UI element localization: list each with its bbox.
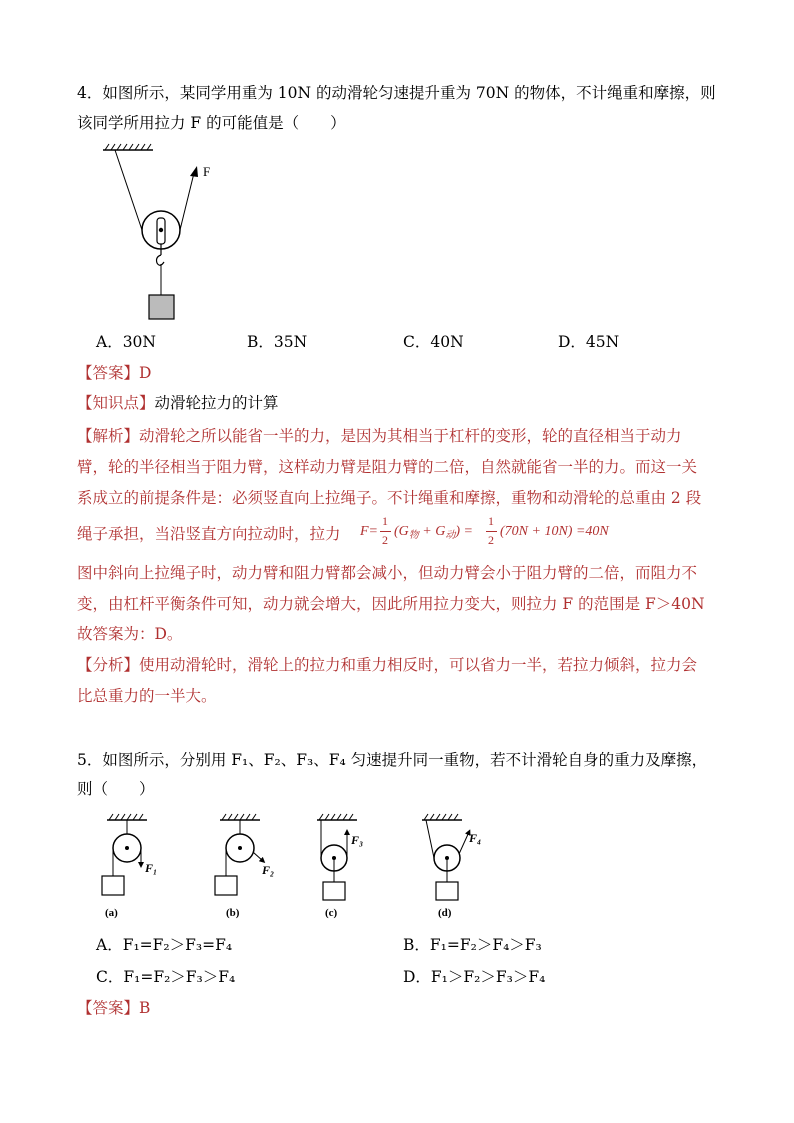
formula-rhs: (70N + 10N) =40N <box>500 524 609 539</box>
formula-g-open: $(G_物 + G_动)$ = <box>394 524 473 541</box>
q4-stem-line1: 4．如图所示，某同学用重为 10N 的动滑轮匀速提升重为 70N 的物体，不计绳重和摩擦，则 <box>77 84 716 102</box>
force-label-f3: F₃ <box>351 833 364 847</box>
q5-choice-c: C．F₁=F₂＞F₃＞F₄ <box>96 968 236 986</box>
q4-fenxi-line1 <box>77 655 697 675</box>
q4-fenxi-line2: 比总重力的一半大。 <box>77 687 217 705</box>
knowledge-tag: 【知识点】 <box>77 394 155 412</box>
q5-answer: 【答案】B <box>77 999 151 1017</box>
q4-analysis-cont1: 图中斜向上拉绳子时，动力臂和阻力臂都会减小，但动力臂会小于阻力臂的二倍，而阻力不 <box>77 564 698 582</box>
formula-bar2 <box>486 531 497 532</box>
analysis-tag: 【解析】 <box>77 427 140 445</box>
q4-answer: 【答案】D <box>77 364 152 382</box>
figure-d <box>422 814 481 919</box>
q4-choice-d: D．45N <box>558 333 620 351</box>
q4-choice-c: C．40N <box>403 333 464 351</box>
fenxi-text-1: 使用动滑轮时，滑轮上的拉力和重力相反时，可以省力一半，若拉力倾斜，拉力会 <box>139 656 698 674</box>
q5-stem-line1: 5．如图所示，分别用 F₁、F₂、F₃、F₄ 匀速提升同一重物，若不计滑轮自身的重力及摩擦， <box>77 751 708 769</box>
q4-force-label: F <box>203 164 211 179</box>
figure-b <box>215 814 274 919</box>
q5-pulley-figures <box>95 810 495 925</box>
force-label-f1: F₁ <box>145 861 158 875</box>
q4-stem-line2: 该同学所用拉力 F 的可能值是（ ） <box>77 114 346 132</box>
q4-pulley-figure <box>95 140 225 325</box>
q5-stem-line2: 则（ ） <box>77 780 155 798</box>
q4-knowledge <box>77 393 279 413</box>
q4-analysis-cont2: 变，由杠杆平衡条件可知，动力就会增大，因此所用拉力变大，则拉力 F 的范围是 F＞40N <box>77 595 705 613</box>
formula-lhs: F= <box>360 524 378 539</box>
force-label-f2: F₂ <box>262 863 275 877</box>
figure-label-d: (d) <box>438 907 452 919</box>
figure-label-b: (b) <box>226 907 240 919</box>
formula-bar1 <box>380 531 391 532</box>
q5-choice-a: A．F₁=F₂＞F₃=F₄ <box>96 936 233 954</box>
q5-choice-d: D．F₁＞F₂＞F₃＞F₄ <box>403 968 546 986</box>
figure-label-c: (c) <box>325 907 338 919</box>
formula-den1: 2 <box>382 533 388 547</box>
figure-label-a: (a) <box>105 907 118 919</box>
q4-choice-b: B．35N <box>247 333 308 351</box>
figure-a <box>102 814 157 919</box>
formula-num1: 1 <box>382 514 388 528</box>
q4-analysis-line1 <box>77 426 682 446</box>
formula-num2: 1 <box>488 514 494 528</box>
figure-c <box>317 814 363 919</box>
force-label-f4: F₄ <box>469 831 482 845</box>
fenxi-tag: 【分析】 <box>77 656 140 674</box>
knowledge-text: 动滑轮拉力的计算 <box>154 394 279 412</box>
q4-analysis-line3: 系成立的前提条件是：必须竖直向上拉绳子。不计绳重和摩擦，重物和动滑轮的总重由 2 段 <box>77 489 702 507</box>
q5-choice-b: B．F₁=F₂＞F₄＞F₃ <box>403 936 542 954</box>
q4-analysis-line2: 臂，轮的半径相当于阻力臂，这样动力臂是阻力臂的二倍，自然就能省一半的力。而这一关 <box>77 458 698 476</box>
q4-choice-a: A．30N <box>96 333 156 351</box>
q4-analysis-cont3: 故答案为：D。 <box>77 625 183 643</box>
formula-den2: 2 <box>488 533 494 547</box>
analysis-text-1: 动滑轮之所以能省一半的力，是因为其相当于杠杆的变形，轮的直径相当于动力 <box>139 427 682 445</box>
q4-analysis-line4: 绳子承担，当沿竖直方向拉动时，拉力 <box>77 525 341 543</box>
